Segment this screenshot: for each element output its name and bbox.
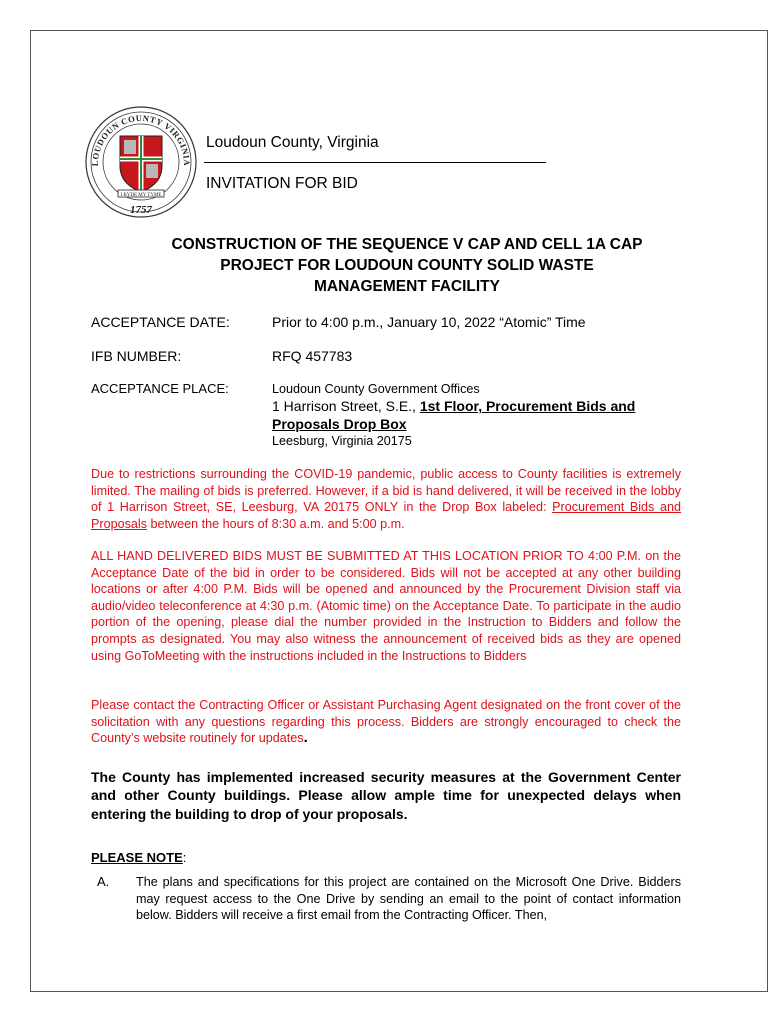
please-note-label: PLEASE NOTE: [91, 850, 183, 865]
title-line-1: CONSTRUCTION OF THE SEQUENCE V CAP AND CELL 1A CAP: [171, 236, 643, 253]
contact-text: Please contact the Contracting Officer or Assistant Purchasing Agent designated on the front cover of the solicitation with any questions regarding this process. Bidders are strongly encouraged to check the County’s website routinely for updates: [91, 698, 681, 746]
title-line-3: MANAGEMENT FACILITY: [314, 278, 500, 295]
header-rule: [204, 162, 546, 163]
place-line-1: Loudoun County Government Offices: [272, 382, 480, 396]
acceptance-date-value: Prior to 4:00 p.m., January 10, 2022 “Atomic” Time: [272, 314, 586, 330]
covid-notice-text: Due to restrictions surrounding the COVID-19 pandemic, public access to County facilities is extremely limited. The mailing of bids is preferred. However, if a bid is hand delivered, it will be received in the lobby of 1 Harrison Street, SE, Leesburg, VA 20175 ONLY in the Drop Box labeled:: [91, 467, 681, 515]
ifb-number-label: IFB NUMBER:: [91, 348, 182, 364]
place-line-3: Proposals Drop Box: [272, 416, 407, 432]
covid-notice-hours: between the hours of 8:30 a.m. and 5:00 p.m.: [147, 516, 405, 531]
place-line-4: Leesburg, Virginia 20175: [272, 434, 412, 448]
drop-box-label: Procurement Bids and Proposals: [91, 500, 681, 531]
title-line-2: PROJECT FOR LOUDOUN COUNTY SOLID WASTE: [220, 257, 594, 274]
place-drop-box: 1st Floor, Procurement Bids and: [419, 398, 636, 414]
ifb-number-value: RFQ 457783: [272, 348, 353, 364]
acceptance-date-label: ACCEPTANCE DATE:: [91, 314, 230, 330]
county-seal-logo: [84, 104, 198, 220]
county-name: Loudoun County, Virginia: [206, 134, 379, 151]
document-type: INVITATION FOR BID: [206, 175, 358, 192]
note-item-text: The plans and specifications for this project are contained on the Microsoft One Drive. Bidders may request access to the One Drive by sending an email to the point of contact information below. Bidders will receive a first email from the Contracting Officer. Then,: [136, 875, 681, 923]
acceptance-place-label: ACCEPTANCE PLACE:: [91, 381, 229, 396]
note-item-letter: A.: [97, 874, 110, 889]
svg-text:I BYDE MY TYME: I BYDE MY TYME: [120, 193, 162, 198]
contact-period: .: [303, 729, 308, 747]
seal-year: 1757: [130, 204, 152, 216]
place-line-2: [272, 398, 682, 414]
contact-paragraph: [91, 697, 681, 747]
security-notice: The County has implemented increased security measures at the Government Center and other County buildings. Please allow ample time for unexpected delays when entering the building to drop of your proposals.: [91, 769, 681, 822]
please-note-heading: [91, 850, 186, 865]
covid-notice-paragraph: [91, 466, 681, 532]
hand-delivery-paragraph: ALL HAND DELIVERED BIDS MUST BE SUBMITTED AT THIS LOCATION PRIOR TO 4:00 P.M. on the Acceptance Date of the bid in order to be considered. Bids will not be accepted at any other building locations or after 4:00 P.M. Bids will be opened and announced by the Procurement Division staff via audio/video teleconference at 4:30 p.m. (Atomic time) on the Acceptance Date. To participate in the audio portion of the opening, please dial the number provided in the Instruction to Bidders and follow the prompts as designated. You may also witness the announcement of received bids as they are opened using GoToMeeting with the instructions included in the Instructions to Bidders: [91, 549, 681, 663]
svg-text:LOUDOUN COUNTY VIRGINIA: LOUDOUN COUNTY VIRGINIA: [89, 112, 193, 167]
please-note-colon: :: [182, 850, 187, 865]
place-street: 1 Harrison Street, S.E.,: [272, 398, 420, 414]
bid-title: [90, 234, 724, 297]
